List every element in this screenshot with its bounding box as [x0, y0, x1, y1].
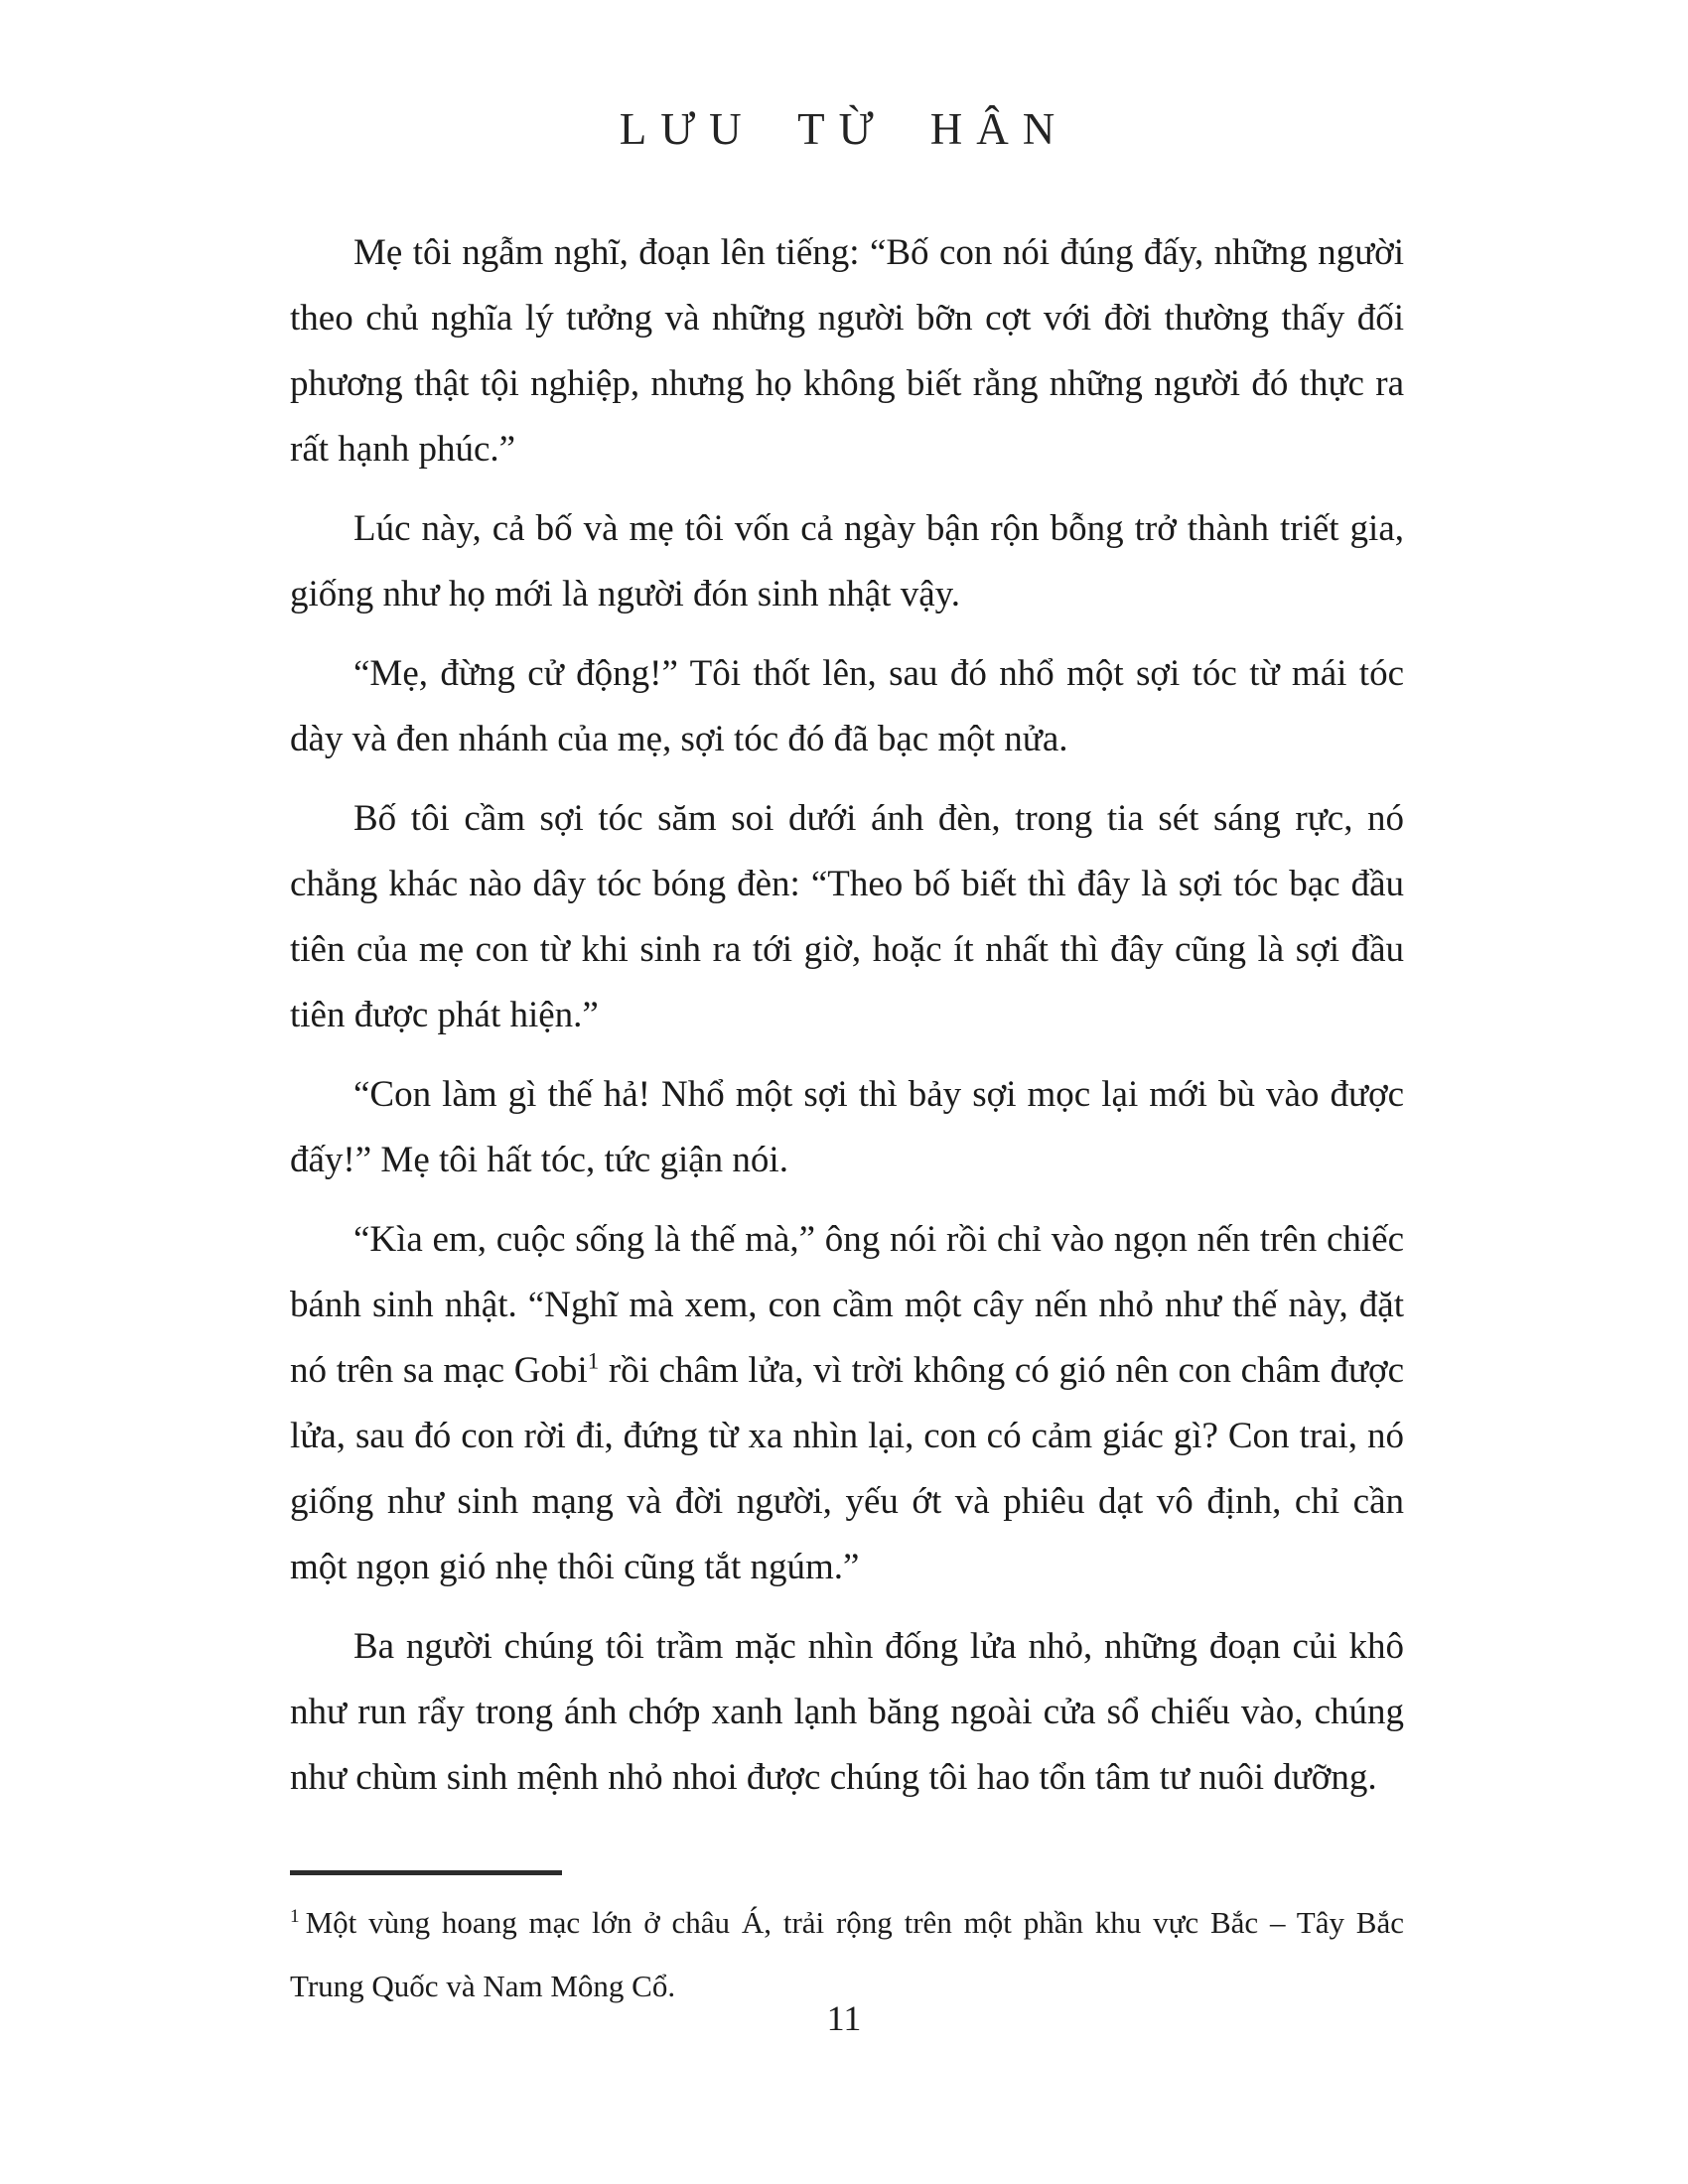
footnote-marker: 1	[290, 1905, 300, 1927]
paragraph-3: “Mẹ, đừng cử động!” Tôi thốt lên, sau đó nhổ một sợi tóc từ mái tóc dày và đen nhánh của mẹ, sợi tóc đó đã bạc một nửa.	[290, 653, 1404, 759]
paragraph-5: “Con làm gì thế hả! Nhổ một sợi thì bảy sợi mọc lại mới bù vào được đấy!” Mẹ tôi hất tóc, tức giận nói.	[290, 1074, 1404, 1180]
footnote-reference: 1	[587, 1348, 600, 1374]
paragraph-7: Ba người chúng tôi trầm mặc nhìn đống lửa nhỏ, những đoạn củi khô như run rẩy trong ánh chớp xanh lạnh băng ngoài cửa sổ chiếu vào, chúng như chùm sinh mệnh nhỏ nhoi được chúng tôi hao tổn tâm tư nuôi dưỡng.	[290, 1626, 1404, 1798]
footnote-block	[290, 1870, 1404, 2018]
paragraph-4: Bố tôi cầm sợi tóc săm soi dưới ánh đèn, trong tia sét sáng rực, nó chẳng khác nào dây tóc bóng đèn: “Theo bố biết thì đây là sợi tóc bạc đầu tiên của mẹ con từ khi sinh ra tới giờ, hoặc ít nhất thì đây cũng là sợi đầu tiên được phát hiện.”	[290, 798, 1404, 1035]
paragraph-1: Mẹ tôi ngẫm nghĩ, đoạn lên tiếng: “Bố con nói đúng đấy, những người theo chủ nghĩa lý tưởng và những người bỡn cợt với đời thường thấy đối phương thật tội nghiệp, nhưng họ không biết rằng những người đó thực ra rất hạnh phúc.”	[290, 232, 1404, 470]
footnote-divider	[290, 1870, 562, 1875]
footnote-text: Một vùng hoang mạc lớn ở châu Á, trải rộng trên một phần khu vực Bắc – Tây Bắc Trung Quốc và Nam Mông Cổ.	[290, 1905, 1404, 2003]
paragraph-6-text-continued: rồi châm lửa, vì trời không có gió nên con châm được lửa, sau đó con rời đi, đứng từ xa nhìn lại, con có cảm giác gì? Con trai, nó giống như sinh mạng và đời người, yếu ớt và phiêu dạt vô định, chỉ cần một ngọn gió nhẹ thôi cũng tắt ngúm.”	[290, 1350, 1404, 1587]
paragraph-2: Lúc này, cả bố và mẹ tôi vốn cả ngày bận rộn bỗng trở thành triết gia, giống như họ mới là người đón sinh nhật vậy.	[290, 508, 1404, 614]
paragraph-6	[290, 1207, 1404, 1600]
page-number: 11	[826, 1998, 862, 2038]
body-text	[290, 220, 1404, 1811]
running-head-author: LƯU TỪ HÂN	[619, 104, 1069, 154]
paragraph-6-text: “Kìa em, cuộc sống là thế mà,” ông nói rồi chỉ vào ngọn nến trên chiếc bánh sinh nhật. “Nghĩ mà xem, con cầm một cây nến nhỏ như thế này, đặt nó trên sa mạc Gobi	[290, 1219, 1404, 1391]
